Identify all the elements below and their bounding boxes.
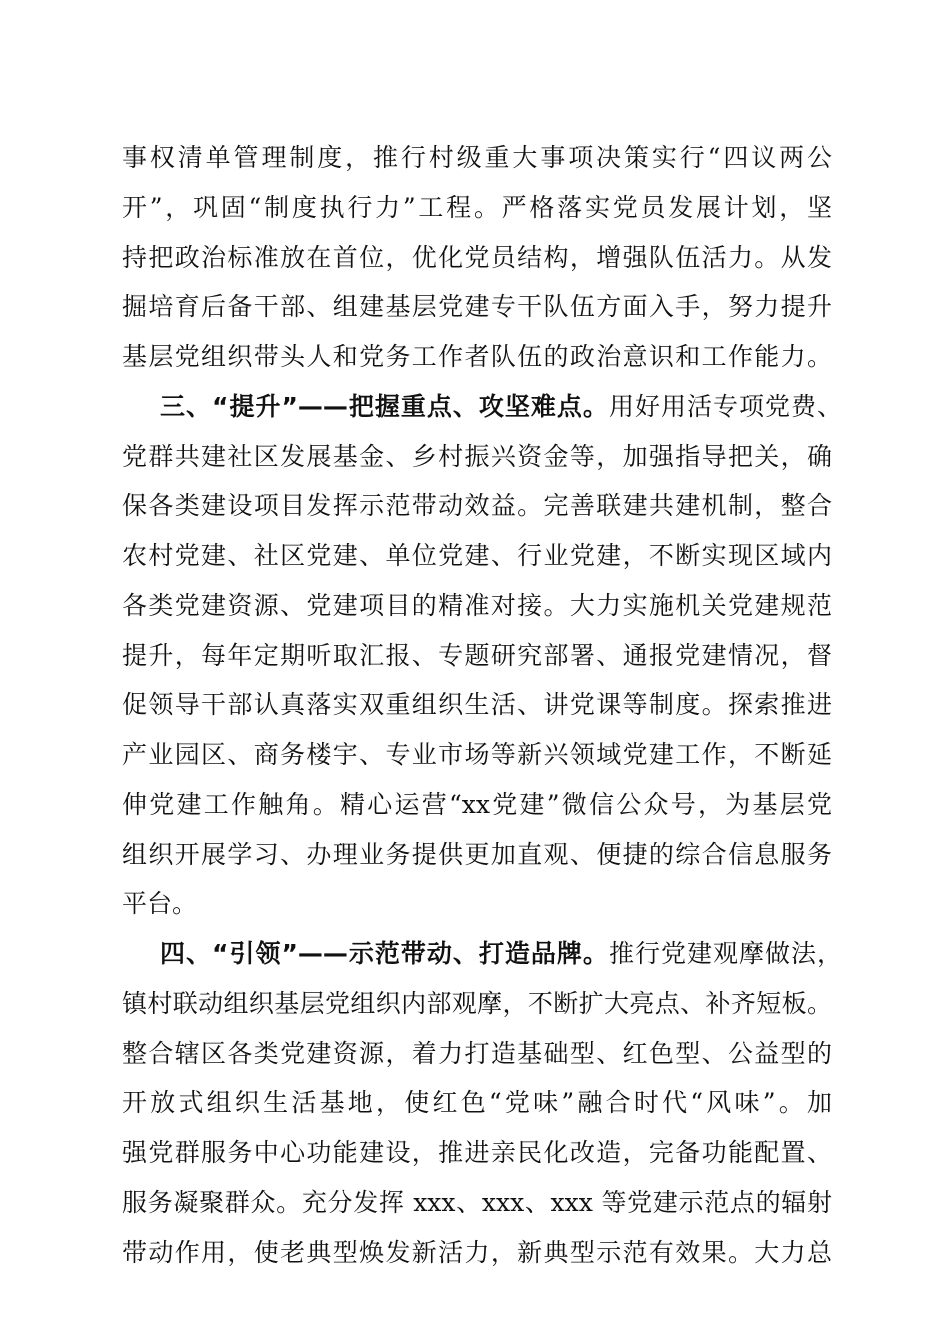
paragraph-line: 持把政治标准放在首位，优化党员结构，增强队伍活力。从发 xyxy=(122,242,832,272)
paragraph-line: 产业园区、商务楼宇、专业市场等新兴领域党建工作，不断延 xyxy=(122,740,832,769)
paragraph-line: 开”，巩固“制度执行力”工程。严格落实党员发展计划，坚 xyxy=(122,192,832,222)
paragraph-line: 农村党建、社区党建、单位党建、行业党建，不断实现区域内 xyxy=(122,541,832,570)
section-heading: 三、“提升”——把握重点、攻坚难点。 xyxy=(160,391,609,421)
paragraph-line: 强党群服务中心功能建设，推进亲民化改造，完备功能配置、 xyxy=(122,1138,832,1167)
paragraph-heading-line xyxy=(160,929,842,979)
paragraph-line: 开放式组织生活基地，使红色“党味”融合时代“风味”。加 xyxy=(122,1088,832,1118)
paragraph-heading-line xyxy=(160,382,842,432)
paragraph-line: 党群共建社区发展基金、乡村振兴资金等，加强指导把关，确 xyxy=(122,441,832,471)
paragraph-line: 镇村联动组织基层党组织内部观摩，不断扩大亮点、补齐短板。 xyxy=(122,988,832,1018)
paragraph-line: 掘培育后备干部、组建基层党建专干队伍方面入手，努力提升 xyxy=(122,292,832,322)
paragraph-text: 推行党建观摩做法， xyxy=(608,939,842,968)
paragraph-line: 平台。 xyxy=(122,889,198,919)
paragraph-line: 组织开展学习、办理业务提供更加直观、便捷的综合信息服务 xyxy=(122,839,832,869)
paragraph-line: 服务凝聚群众。充分发挥 xxx、xxx、xxx 等党建示范点的辐射 xyxy=(122,1187,832,1217)
paragraph-line: 提升，每年定期听取汇报、专题研究部署、通报党建情况，督 xyxy=(122,640,832,670)
paragraph-line: 带动作用，使老典型焕发新活力，新典型示范有效果。大力总 xyxy=(122,1237,832,1267)
section-heading: 四、“引领”——示范带动、打造品牌。 xyxy=(160,939,609,968)
paragraph-line: 促领导干部认真落实双重组织生活、讲党课等制度。探索推进 xyxy=(122,690,832,720)
paragraph-line: 各类党建资源、党建项目的精准对接。大力实施机关党建规范 xyxy=(122,590,832,620)
paragraph-line: 整合辖区各类党建资源，着力打造基础型、红色型、公益型的 xyxy=(122,1038,832,1068)
paragraph-line: 事权清单管理制度，推行村级重大事项决策实行“四议两公 xyxy=(122,143,832,172)
paragraph-text: 用好用活专项党费、 xyxy=(608,391,842,421)
paragraph-line: 伸党建工作触角。精心运营“xx党建”微信公众号，为基层党 xyxy=(122,789,832,819)
paragraph-line: 基层党组织带头人和党务工作者队伍的政治意识和工作能力。 xyxy=(122,342,832,371)
paragraph-line: 保各类建设项目发挥示范带动效益。完善联建共建机制，整合 xyxy=(122,491,832,521)
